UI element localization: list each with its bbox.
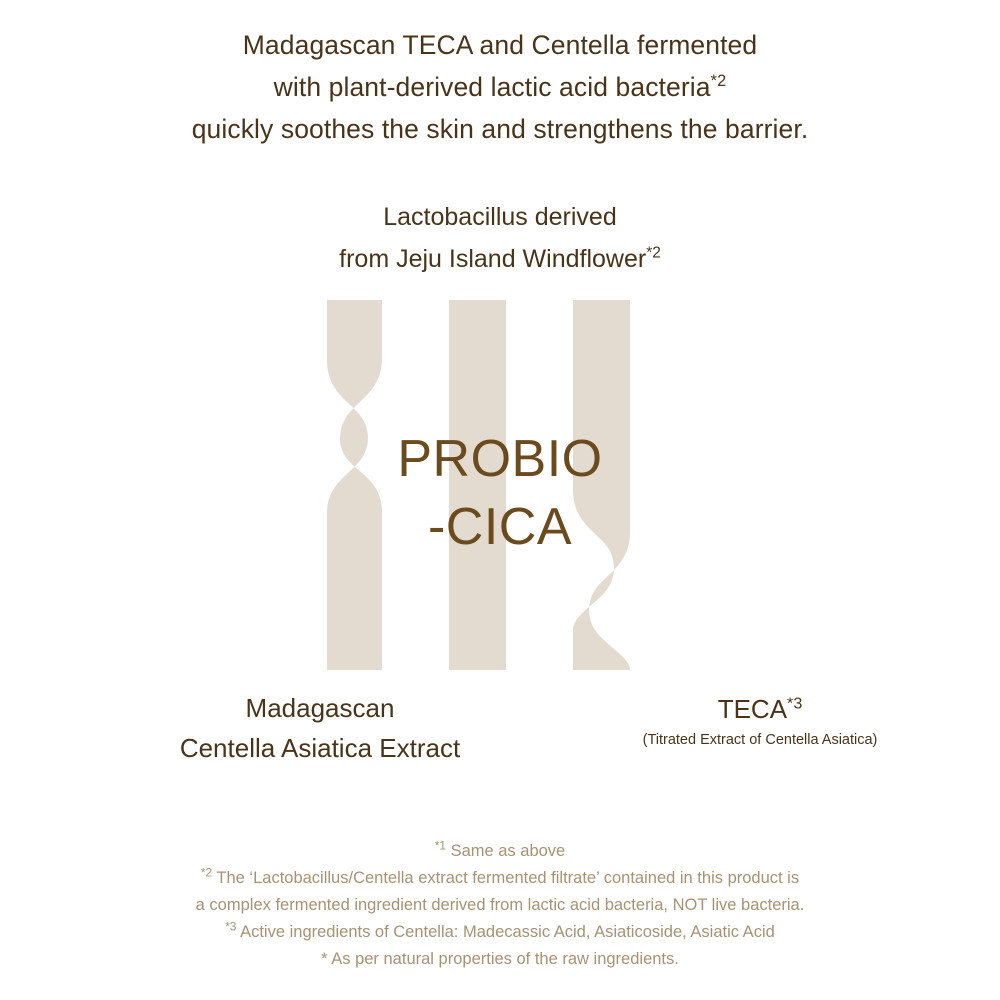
footnote-sup-2: *2 <box>200 865 213 880</box>
subheadline-line-1 <box>0 196 1000 238</box>
wordmark-line-2: -CICA <box>427 498 573 556</box>
headline-line-3 <box>0 108 1000 150</box>
footnote-3: $^{*3}$ Active ingredients of Centella: Madecassic Acid, Asiaticoside, Asiatic Acid <box>225 919 775 941</box>
probio-cica-wordmark <box>0 425 1000 561</box>
footnote-marker-2a: *2 <box>710 72 727 91</box>
ingredient-left-line-2: Centella Asiatica Extract <box>179 733 461 763</box>
headline <box>0 24 1000 150</box>
footnote-marker-3: *3 <box>787 694 803 713</box>
footnote-sup-3: *3 <box>225 919 237 934</box>
ingredient-label-left <box>60 688 580 768</box>
footnote-4: * As per natural properties of the raw ingredients. <box>321 950 679 968</box>
headline-text-3: quickly soothes the skin and strengthens the barrier. <box>191 114 809 144</box>
subheadline <box>0 196 1000 280</box>
headline-text-1: Madagascan TECA and Centella fermented <box>242 30 758 60</box>
headline-text-2: with plant-derived lactic acid bacteria$^{*2}$ <box>273 72 727 102</box>
ingredient-label-right <box>560 692 960 752</box>
footnote-1: $^{*1}$ Same as above <box>434 838 566 860</box>
subheadline-line-2 <box>0 238 1000 280</box>
footnote-marker-2b: *2 <box>646 244 661 262</box>
headline-line-2 <box>0 66 1000 108</box>
footnote-2-line-1: $^{*2}$ The ‘Lactobacillus/Centella extract fermented filtrate’ contained in this product is <box>200 865 800 887</box>
ingredient-right-sub: (Titrated Extract of Centella Asiatica) <box>642 732 878 748</box>
subheadline-text-2: from Jeju Island Windflower$^{*2}$ <box>339 244 661 273</box>
wordmark-line-1: PROBIO <box>397 430 603 488</box>
ingredient-right-main: TECA$^{*3}$ <box>717 694 803 724</box>
footnote-2-line-2: a complex fermented ingredient derived from lactic acid bacteria, NOT live bacteria. <box>195 896 805 914</box>
footnote-sup-1: *1 <box>434 838 446 853</box>
subheadline-text-1: Lactobacillus derived <box>383 203 617 231</box>
ingredient-left-line-1: Madagascan <box>245 693 395 723</box>
footnotes <box>0 838 1000 973</box>
headline-line-1 <box>0 24 1000 66</box>
